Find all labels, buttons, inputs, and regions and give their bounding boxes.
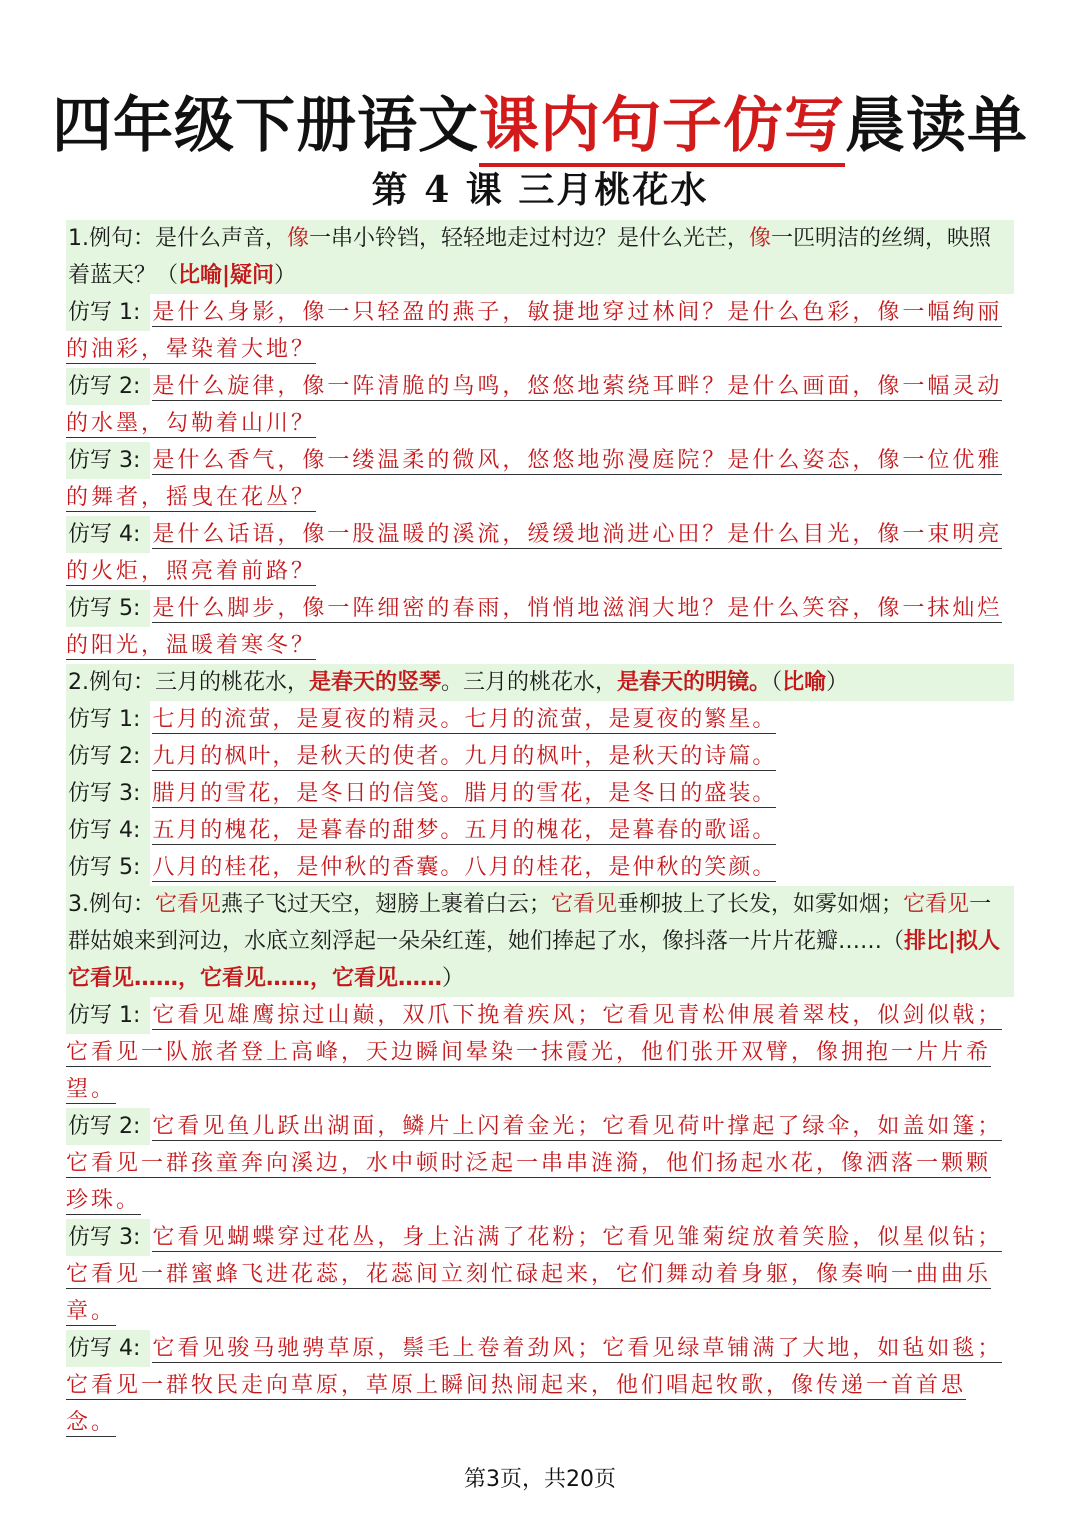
imitation-label: 仿写 3:	[66, 1219, 150, 1256]
imitation-item	[66, 1108, 1014, 1219]
example-text: 燕子飞过天空，翅膀上裹着白云；	[221, 892, 552, 917]
imitation-label: 仿写 1:	[66, 997, 150, 1034]
imitation-text: 七月的流萤，是夏夜的精灵。七月的流萤，是夏夜的繁星。	[152, 707, 777, 732]
imitation-text: 五月的槐花，是暮春的甜梦。五月的槐花，是暮春的歌谣。	[152, 818, 777, 843]
example-text: 1.例句：是什么声音，	[68, 226, 287, 251]
example-text: 一匹明洁的丝绸，映照着蓝天？（	[68, 226, 992, 288]
imitation-text: 它看见雄鹰掠过山巅，双爪下挽着疾风；它看见青松伸展着翠枝，似剑似戟；它看见一队旅者登上高峰，天边瞬间晕染一抹霞光，他们张开双臂，像拥抱一片片希望。	[66, 1003, 1003, 1102]
page-number: 第3页，共20页	[464, 1467, 616, 1492]
imitation-label: 仿写 5:	[66, 849, 150, 886]
example-keyword: 是春天的明镜。	[617, 670, 772, 695]
imitation-item	[66, 294, 1014, 368]
imitation-text: 它看见蝴蝶穿过花丛，身上沾满了花粉；它看见雏菊绽放着笑脸，似星似钻；它看见一群蜜蜂飞进花蕊，花蕊间立刻忙碌起来，它们舞动着身躯，像奏响一曲曲乐章。	[66, 1225, 1003, 1324]
example-text: 一串小铃铛，轻轻地走过村边？是什么光芒，	[309, 226, 750, 251]
title-prefix: 四年级下册语文	[52, 91, 479, 161]
title-highlight: 课内句子仿写	[479, 91, 845, 167]
example-text: 2.例句：三月的桃花水，	[68, 670, 309, 695]
imitation-text: 腊月的雪花，是冬日的信笺。腊月的雪花，是冬日的盛装。	[152, 781, 777, 806]
example-text: 垂柳披上了长发，如雾如烟；	[617, 892, 904, 917]
example-keyword: 是春天的竖琴	[309, 670, 442, 695]
example-text: 一群姑娘来到河边，水底立刻浮起一朵朵红莲，她们捧起了水，像抖落一片片花瓣……（	[68, 892, 992, 954]
imitation-text: 它看见鱼儿跃出湖面，鳞片上闪着金光；它看见荷叶撑起了绿伞，如盖如篷；它看见一群孩童奔向溪边，水中顿时泛起一串串涟漪，他们扬起水花，像洒落一颗颗珍珠。	[66, 1114, 1003, 1213]
imitation-text: 是什么身影，像一只轻盈的燕子，敏捷地穿过林间？是什么色彩，像一幅绚丽的油彩，晕染着大地？	[66, 300, 1003, 362]
imitation-item	[66, 849, 1014, 886]
imitation-label: 仿写 4:	[66, 1330, 150, 1367]
lesson-title: 第 4 课 三月桃花水	[371, 169, 709, 211]
example-text: 。三月的桃花水，	[441, 670, 618, 695]
example-keyword: 它看见	[551, 892, 618, 917]
rhetoric-tag: 排比|拟人 它看见……，它看见……，它看见……	[68, 929, 1001, 991]
content	[66, 220, 1014, 1441]
rhetoric-tag: 比喻	[782, 670, 827, 695]
example-3	[66, 886, 1014, 997]
imitation-label: 仿写 3:	[66, 775, 150, 812]
imitation-text: 是什么香气，像一缕温柔的微风，悠悠地弥漫庭院？是什么姿态，像一位优雅的舞者，摇曳在花丛？	[66, 448, 1003, 510]
example-text: ）	[274, 263, 297, 288]
page-title	[0, 78, 1080, 164]
example-keyword: 它看见	[903, 892, 970, 917]
imitation-text: 是什么脚步，像一阵细密的春雨，悄悄地滋润大地？是什么笑容，像一抹灿烂的阳光，温暖着寒冬？	[66, 596, 1003, 658]
imitation-item	[66, 997, 1014, 1108]
imitation-label: 仿写 4:	[66, 516, 150, 553]
imitation-label: 仿写 4:	[66, 812, 150, 849]
imitation-text: 八月的桂花，是仲秋的香囊。八月的桂花，是仲秋的笑颜。	[152, 855, 777, 880]
imitation-label: 仿写 2:	[66, 368, 150, 405]
imitation-item	[66, 775, 1014, 812]
imitation-label: 仿写 1:	[66, 701, 150, 738]
example-text: 3.例句：	[68, 892, 155, 917]
example-keyword: 像	[749, 226, 772, 251]
example-keyword: 它看见	[155, 892, 222, 917]
imitation-item	[66, 442, 1014, 516]
example-keyword: 像	[287, 226, 310, 251]
imitation-label: 仿写 2:	[66, 738, 150, 775]
example-2	[66, 664, 1014, 701]
imitation-item	[66, 1219, 1014, 1330]
imitation-item	[66, 701, 1014, 738]
imitation-label: 仿写 2:	[66, 1108, 150, 1145]
example-text: ）	[826, 670, 849, 695]
imitation-item	[66, 590, 1014, 664]
imitation-label: 仿写 3:	[66, 442, 150, 479]
title-suffix: 晨读单	[845, 91, 1028, 161]
imitation-item	[66, 738, 1014, 775]
imitation-item	[66, 368, 1014, 442]
imitation-item	[66, 516, 1014, 590]
imitation-text: 九月的枫叶，是秋天的使者。九月的枫叶，是秋天的诗篇。	[152, 744, 777, 769]
imitation-text: 它看见骏马驰骋草原，鬃毛上卷着劲风；它看见绿草铺满了大地，如毡如毯；它看见一群牧民走向草原，草原上瞬间热闹起来，他们唱起牧歌，像传递一首首思念。	[66, 1336, 1003, 1435]
example-1	[66, 220, 1014, 294]
imitation-item	[66, 1330, 1014, 1441]
rhetoric-tag: 比喻|疑问	[178, 263, 275, 288]
imitation-item	[66, 812, 1014, 849]
imitation-text: 是什么话语，像一股温暖的溪流，缓缓地淌进心田？是什么目光，像一束明亮的火炬，照亮着前路？	[66, 522, 1003, 584]
example-text: （	[771, 670, 783, 695]
example-text: ）	[442, 966, 465, 991]
imitation-label: 仿写 5:	[66, 590, 150, 627]
imitation-text: 是什么旋律，像一阵清脆的鸟鸣，悠悠地萦绕耳畔？是什么画面，像一幅灵动的水墨，勾勒着山川？	[66, 374, 1003, 436]
imitation-label: 仿写 1:	[66, 294, 150, 331]
